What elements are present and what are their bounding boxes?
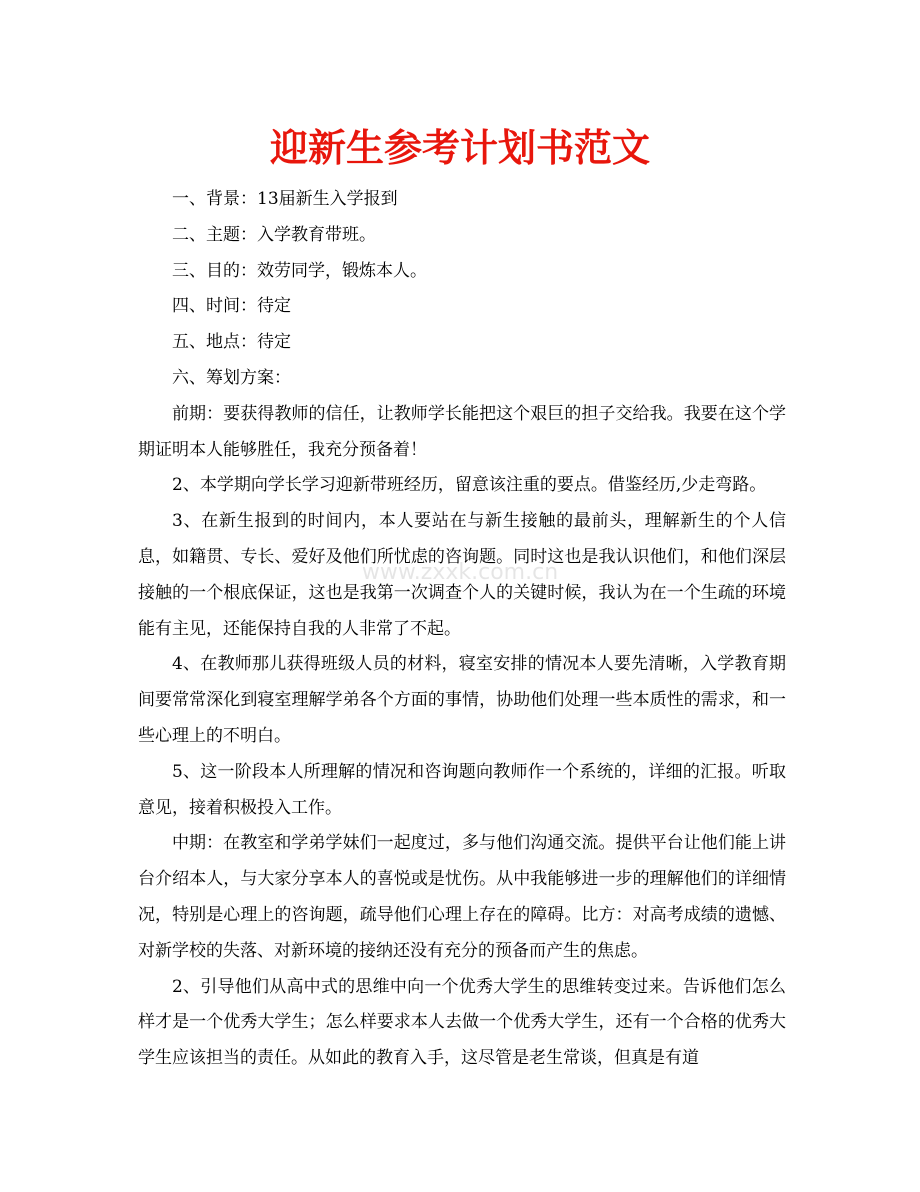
paragraph-plan-heading: 六、筹划方案：	[172, 367, 291, 388]
paragraph-location: 五、地点：待定	[172, 332, 291, 353]
paragraph-middle-2: 2、引导他们从高中式的思维中向一个优秀大学生的思维转变过来。告诉他们怎么样才是一个优秀大学生；怎么样要求本人去做一个优秀大学生，还有一个合格的优秀大学生应该担当的责任。从如此的教育入手，这尽管是老生常谈，但真是有道	[138, 976, 786, 1069]
paragraph-early-3: 3、在新生报到的时间内，本人要站在与新生接触的最前头，理解新生的个人信息，如籍贯、专长、爱好及他们所忧虑的咨询题。同时这也是我认识他们，和他们深层接触的一个根底保证，这也是我第一次调查个人的关键时候，我认为在一个生疏的环境能有主见，还能保持自我的人非常了不起。	[138, 511, 786, 639]
paragraph-early-5: 5、这一阶段本人所理解的情况和咨询题向教师作一个系统的，详细的汇报。听取意见，接着积极投入工作。	[138, 761, 786, 818]
watermark: www.zxxk.com.cn	[361, 560, 559, 585]
paragraph-early-4: 4、在教师那儿获得班级人员的材料，寝室安排的情况本人要先清晰，入学教育期间要常常深化到寝室理解学弟各个方面的事情，协助他们处理一些本质性的需求，和一些心理上的不明白。	[138, 654, 786, 746]
paragraph-time: 四、时间：待定	[172, 296, 291, 317]
document-body	[138, 182, 786, 1077]
paragraph-purpose: 三、目的：效劳同学，锻炼本人。	[172, 260, 427, 281]
paragraph-theme: 二、主题：入学教育带班。	[172, 224, 376, 245]
paragraph-middle-stage: 中期：在教室和学弟学妹们一起度过，多与他们沟通交流。提供平台让他们能上讲台介绍本人，与大家分享本人的喜悦或是忧伤。从中我能够进一步的理解他们的详细情况，特别是心理上的咨询题，疏导他们心理上存在的障碍。比方：对高考成绩的遗憾、对新学校的失落、对新环境的接纳还没有充分的预备而产生的焦虑。	[138, 833, 786, 961]
document-title: 迎新生参考计划书范文	[269, 126, 650, 170]
paragraph-background: 一、背景：13届新生入学报到	[172, 189, 398, 209]
paragraph-early-2: 2、本学期向学长学习迎新带班经历，留意该注重的要点。借鉴经历,少走弯路。	[172, 475, 767, 496]
paragraph-early-stage: 前期：要获得教师的信任，让教师学长能把这个艰巨的担子交给我。我要在这个学期证明本人能够胜任，我充分预备着！	[138, 403, 786, 460]
